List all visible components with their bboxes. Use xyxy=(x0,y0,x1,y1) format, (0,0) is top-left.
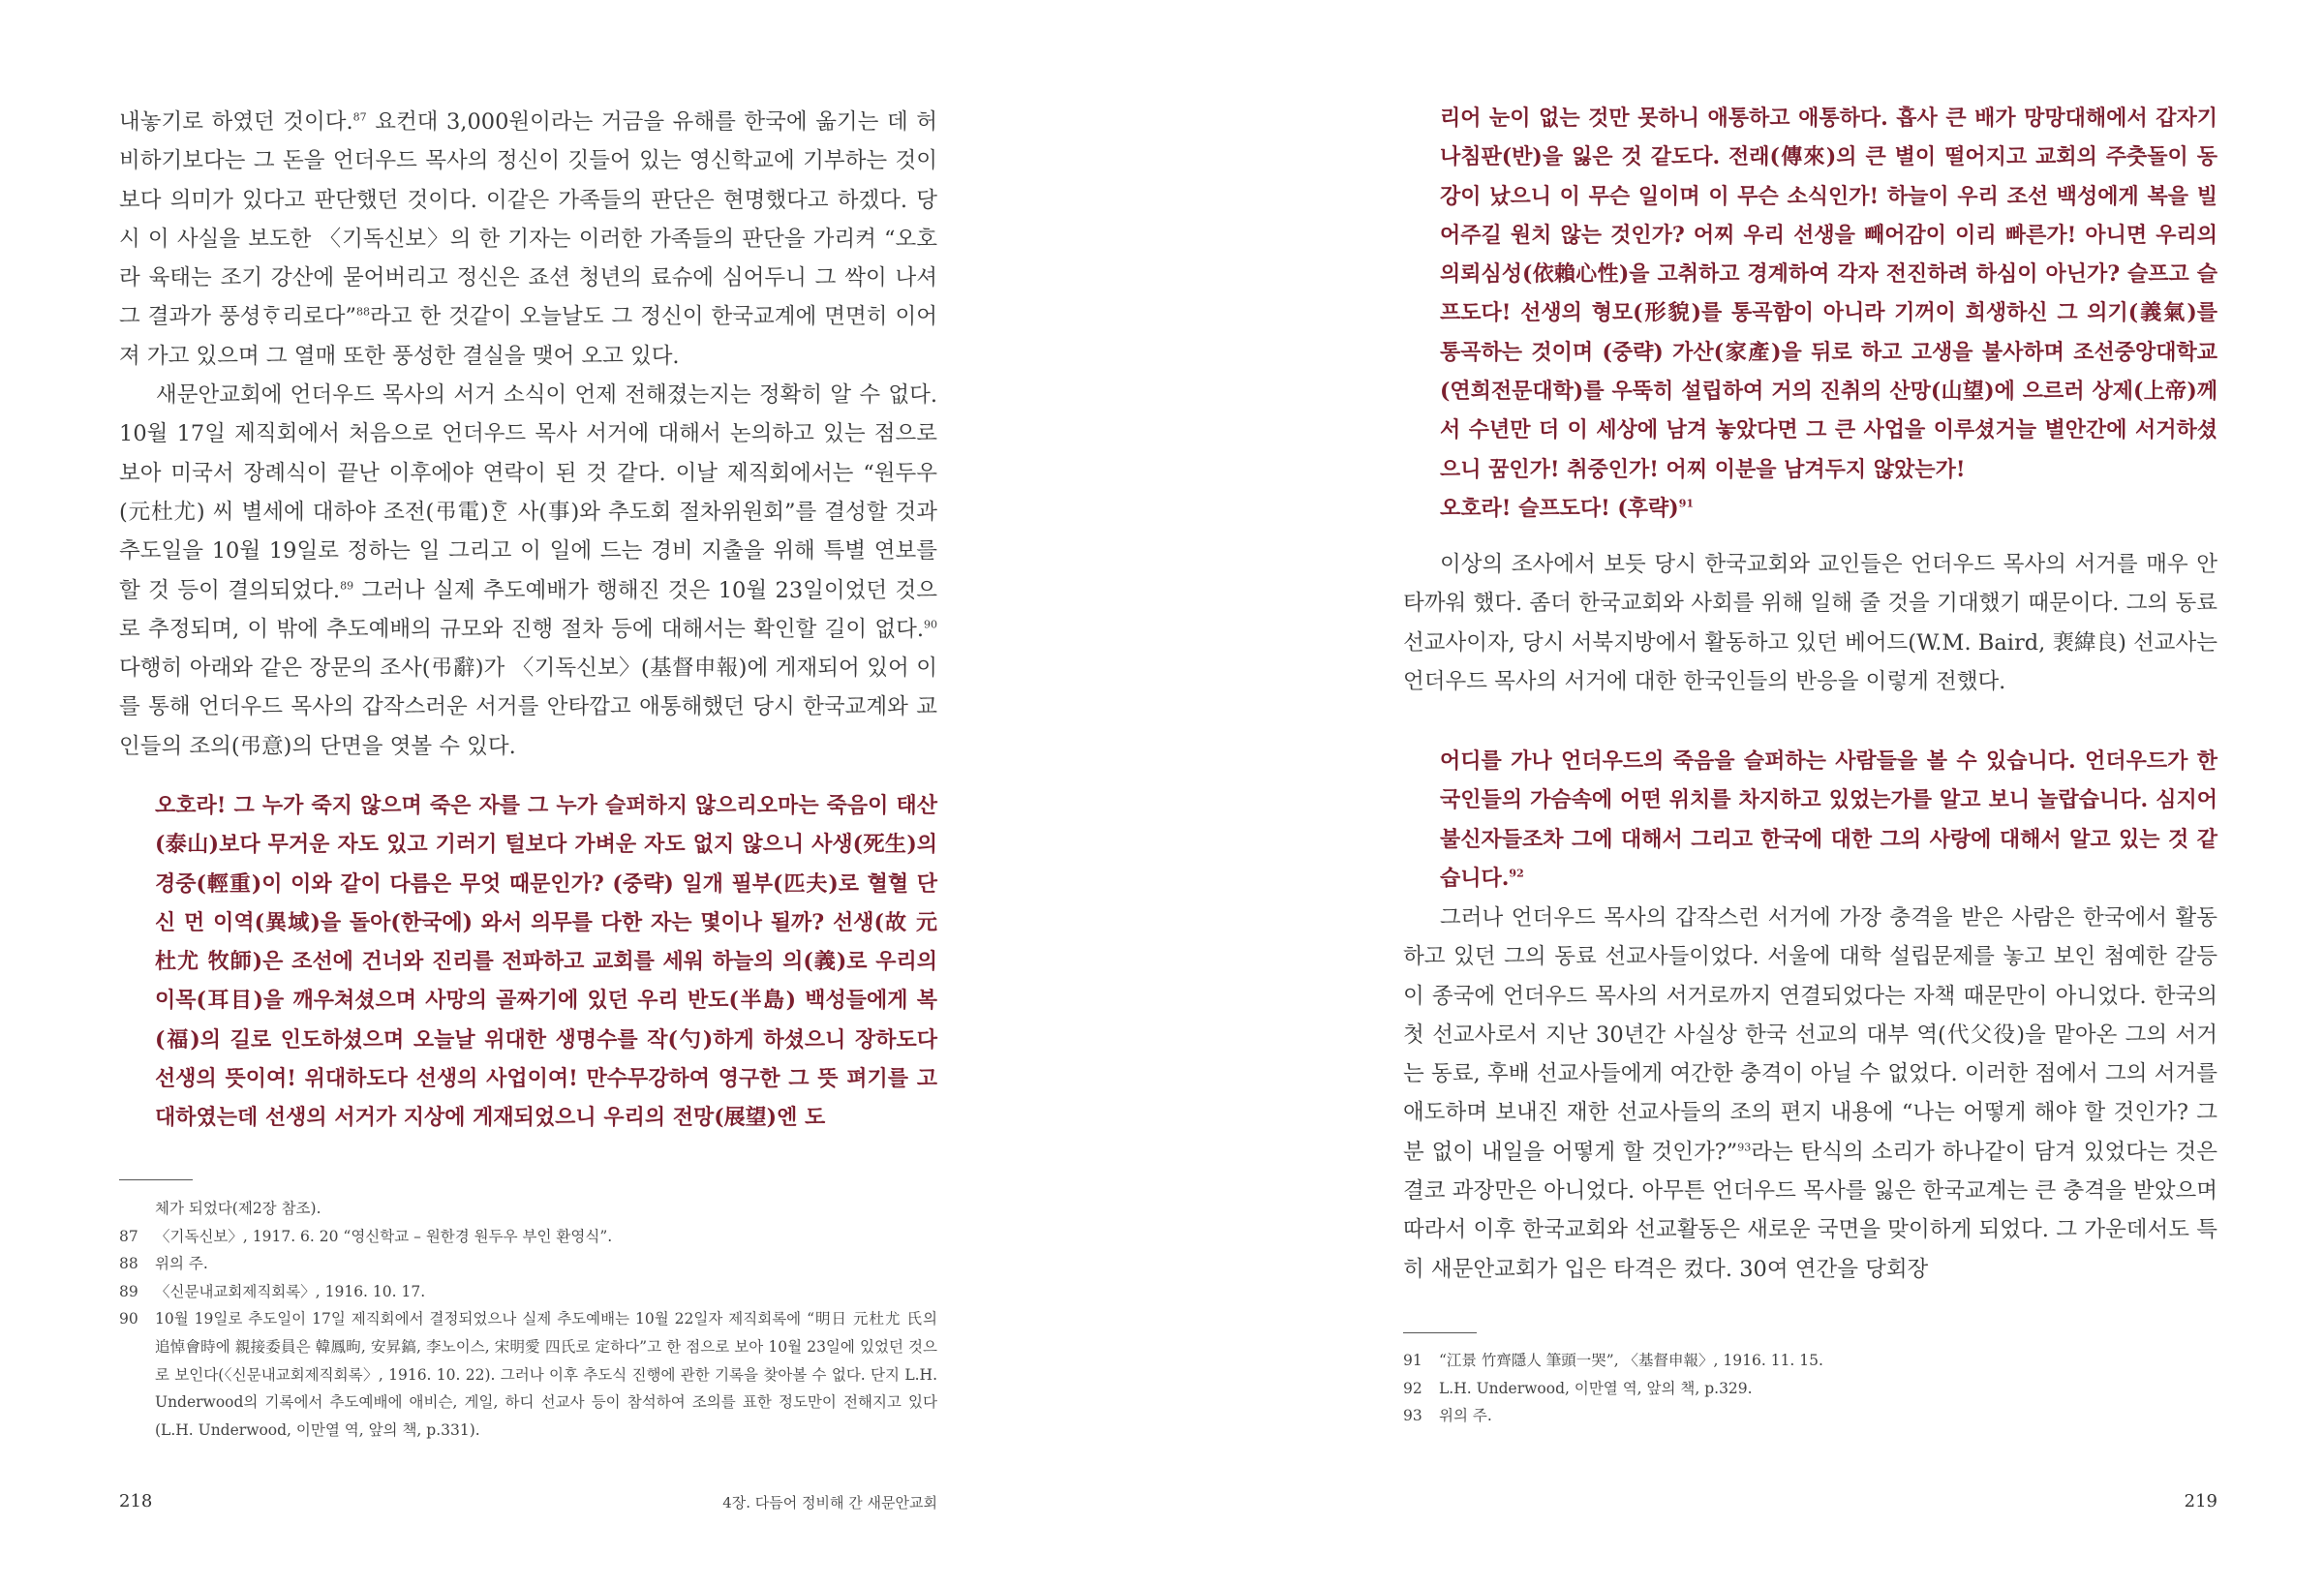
footnote xyxy=(1403,1347,2217,1375)
running-head: 4장. 다듬어 정비해 간 새문안교회 xyxy=(722,1494,937,1511)
footnote xyxy=(1403,1402,2217,1430)
footnote-text: 위의 주. xyxy=(155,1255,208,1273)
footnote-ref[interactable]: 90 xyxy=(924,618,937,631)
block-quote: 리어 눈이 없는 것만 못하니 애통하고 애통하다. 흡사 큰 배가 망망대해에서 갑자기 나침판(반)을 잃은 것 같도다. 전래(傳來)의 큰 별이 떨어지고 교회의 주춧돌이 동강이 났으니 이 무슨 일이며 이 무슨 소식인가! 하늘이 우리 조선 백성에게 복을 빌어주길 원치 않는 것인가? 어찌 우리 선생을 빼어감이 이리 빠른가! 아니면 우리의 의뢰심성(依賴心性)을 고취하고 경계하여 각자 전진하려 하심이 아닌가? 슬프고 슬프도다! 선생의 형모(形貌)를 통곡함이 아니라 기꺼이 희생하신 그 의기(義氣)를 통곡하는 것이며 (중략) 가산(家產)을 뒤로 하고 고생을 불사하며 조선중앙대학교(연희전문대학)를 우뚝히 설립하여 거의 진취의 산망(山望)에 으르러 상제(上帝)께서 수년만 더 이 세상에 남겨 놓았다면 그 큰 사업을 이루셨거늘 별안간에 서거하셨으니 꿈인가! 취중인가! 어찌 이분을 남겨두지 않았는가! 오호라! 슬프도다! (후략)$^{91}$ xyxy=(1440,106,2217,521)
footnote-ref[interactable]: 91 xyxy=(1678,497,1695,510)
right-page xyxy=(1162,0,2324,1587)
footnote-text: 위의 주. xyxy=(1439,1407,1492,1425)
footnote xyxy=(119,1250,937,1278)
footnote-ref[interactable]: 92 xyxy=(1509,867,1524,880)
footnote-number: 91 xyxy=(1403,1352,1422,1369)
paragraph: 그러나 언더우드 목사의 갑작스런 서거에 가장 충격을 받은 사람은 한국에서 활동하고 있던 그의 동료 선교사들이었다. 서울에 대학 설립문제를 놓고 보인 첨예한 갈등이 종국에 언더우드 목사의 서거로까지 연결되었다는 자책 때문만이 아니었다. 한국의 첫 선교사로서 지난 30년간 사실상 한국 선교의 대부 역(代父役)을 맡아온 그의 서거는 동료, 후배 선교사들에게 여간한 충격이 아닐 수 없었다. 이러한 점에서 그의 서거를 애도하며 보내진 재한 선교사들의 조의 편지 내용에 “나는 어떻게 해야 할 것인가? 그분 없이 내일을 어떻게 할 것인가?”$^{93}$라는 탄식의 소리가 하나같이 담겨 있었다는 것은 결코 과장만은 아니었다. 아무튼 언더우드 목사를 잃은 한국교계는 큰 충격을 받았으며 따라서 이후 한국교회와 선교활동은 새로운 국면을 맞이하게 되었다. 그 가운데서도 특히 새문안교회가 입은 타격은 컸다. 30여 연간을 당회장 xyxy=(1403,905,2217,1282)
block-quote: 오호라! 그 누가 죽지 않으며 죽은 자를 그 누가 슬퍼하지 않으리오마는 죽음이 태산(泰山)보다 무거운 자도 있고 기러기 털보다 가벼운 자도 없지 않으니 사생(死生)의 경중(輕重)이 이와 같이 다름은 무엇 때문인가? (중략) 일개 필부(匹夫)로 혈혈 단신 먼 이역(異域)을 돌아(한국에) 와서 의무를 다한 자는 몇이나 될까? 선생(故 元杜尤 牧師)은 조선에 건너와 진리를 전파하고 교회를 세워 하늘의 의(義)로 우리의 이목(耳目)을 깨우쳐셨으며 사망의 골짜기에 있던 우리 반도(半島) 백성들에게 복(福)의 길로 인도하셨으며 오늘날 위대한 생명수를 작(勺)하게 하셨으니 장하도다 선생의 뜻이여! 위대하도다 선생의 사업이여! 만수무강하여 영구한 그 뜻 펴기를 고대하였는데 선생의 서거가 지상에 게재되었으니 우리의 전망(展望)엔 도 xyxy=(155,793,937,1131)
footnote-text: 〈기독신보〉, 1917. 6. 20 “영신학교 – 원한경 원두우 부인 환영식”. xyxy=(155,1227,613,1245)
footnote xyxy=(119,1195,937,1223)
footnote-text: 체가 되었다(제2장 참조). xyxy=(155,1200,321,1217)
footnote-number xyxy=(119,1195,155,1223)
footnote-number: 92 xyxy=(1403,1379,1422,1397)
footnote-ref[interactable]: 93 xyxy=(1737,1141,1752,1154)
footnote xyxy=(119,1278,937,1306)
footnote-ref[interactable]: 89 xyxy=(340,579,354,593)
page-number: 219 xyxy=(2184,1491,2217,1511)
footnote xyxy=(1403,1375,2217,1403)
footnote-divider xyxy=(1403,1332,1477,1333)
footnote-number: 93 xyxy=(1403,1407,1422,1425)
paragraph: 새문안교회에 언더우드 목사의 서거 소식이 언제 전해졌는지는 정확히 알 수 없다. 10월 17일 제직회에서 처음으로 언더우드 목사 서거에 대해서 논의하고 있는 점으로 보아 미국서 장례식이 끝난 이후에야 연락이 된 것 같다. 이날 제직회에서는 “원두우(元杜尤) 씨 별세에 대하야 조전(弔電)ᄒᆞᆫ 사(事)와 추도회 절차위원회”를 결성할 것과 추도일을 10월 19일로 정하는 일 그리고 이 일에 드는 경비 지출을 위해 특별 연보를 할 것 등이 결의되었다.$^{89}$ 그러나 실제 추도예배가 행해진 것은 10월 23일이었던 것으로 추정되며, 이 밖에 추도예배의 규모와 진행 절차 등에 대해서는 확인할 길이 없다.$^{90}$ 다행히 아래와 같은 장문의 조사(弔辭)가 〈기독신보〉(基督申報)에 게재되어 있어 이를 통해 언더우드 목사의 갑작스러운 서거를 안타깝고 애통해했던 당시 한국교계와 교인들의 조의(弔意)의 단면을 엿볼 수 있다. xyxy=(119,382,937,759)
footnote-text: 〈신문내교회제직회록〉, 1916. 10. 17. xyxy=(155,1282,426,1300)
block-quote: 어디를 가나 언더우드의 죽음을 슬퍼하는 사람들을 볼 수 있습니다. 언더우드가 한국인들의 가슴속에 어떤 위치를 차지하고 있었는가를 알고 보니 놀랍습니다. 심지어 불신자들조차 그에 대해서 그리고 한국에 대한 그의 사랑에 대해서 알고 있는 것 같습니다.$^{92}$ xyxy=(1440,748,2217,891)
footnote xyxy=(119,1223,937,1251)
footnote-number: 90 xyxy=(119,1310,138,1328)
footnote-number: 87 xyxy=(119,1227,138,1245)
footnote-number: 89 xyxy=(119,1282,138,1300)
paragraph: 내놓기로 하였던 것이다.$^{87}$ 요컨대 3,000원이라는 거금을 유해를 한국에 옮기는 데 허비하기보다는 그 돈을 언더우드 목사의 정신이 깃들어 있는 영신학교에 기부하는 것이 보다 의미가 있다고 판단했던 것이다. 이같은 가족들의 판단은 현명했다고 하겠다. 당시 이 사실을 보도한 〈기독신보〉의 한 기자는 이러한 가족들의 판단을 가리켜 “오호라 육태는 조기 강산에 묻어버리고 정신은 죠션 청년의 료슈에 심어두니 그 싹이 나셔 그 결과가 풍셩ᄒᆞ리로다”$^{88}$라고 한 것같이 오늘날도 그 정신이 한국교계에 면면히 이어져 가고 있으며 그 열매 또한 풍성한 결실을 맺어 오고 있다. xyxy=(119,109,937,369)
paragraph: 이상의 조사에서 보듯 당시 한국교회와 교인들은 언더우드 목사의 서거를 매우 안타까워 했다. 좀더 한국교회와 사회를 위해 일해 줄 것을 기대했기 때문이다. 그의 동료 선교사이자, 당시 서북지방에서 활동하고 있던 베어드(W.M. Baird, 裵緯良) 선교사는 언더우드 목사의 서거에 대한 한국인들의 반응을 이렇게 전했다. xyxy=(1403,552,2217,694)
footnote-divider xyxy=(119,1179,193,1180)
right-body-text xyxy=(1403,545,2217,701)
footnote-ref[interactable]: 87 xyxy=(352,110,367,124)
footnotes xyxy=(1403,1347,2217,1430)
footnotes xyxy=(119,1195,937,1444)
footnote-text: L.H. Underwood, 이만열 역, 앞의 책, p.329. xyxy=(1439,1379,1753,1397)
left-body-text xyxy=(119,103,937,766)
footnote-text: “江景 竹齊隱人 筆頭一哭”, 〈基督申報〉, 1916. 11. 15. xyxy=(1439,1352,1823,1369)
right-body-text xyxy=(1403,899,2217,1289)
page-number: 218 xyxy=(119,1491,153,1511)
footnote-text: 10월 19일로 추도일이 17일 제직회에서 결정되었으나 실제 추도예배는 10월 22일자 제직회록에 “明日 元杜尤 氏의 追悼會時에 親接委員은 韓鳳昫, 安昇鎬, 李노이스, 宋明愛 四氏로 定하다”고 한 점으로 보아 10월 23일에 있었던 것으로 보인다(〈신문내교회제직회록〉, 1916. 10. 22). 그러나 이후 추도식 진행에 관한 기록을 찾아볼 수 없다. 단지 L.H. Underwood의 기록에서 추도예배에 애비슨, 게일, 하디 선교사 등이 참석하여 조의를 표한 정도만이 전해지고 있다(L.H. Underwood, 이만열 역, 앞의 책, p.331). xyxy=(155,1310,937,1439)
footnote xyxy=(119,1305,937,1444)
footnote-number: 88 xyxy=(119,1255,138,1273)
footnote-ref[interactable]: 88 xyxy=(355,305,370,319)
